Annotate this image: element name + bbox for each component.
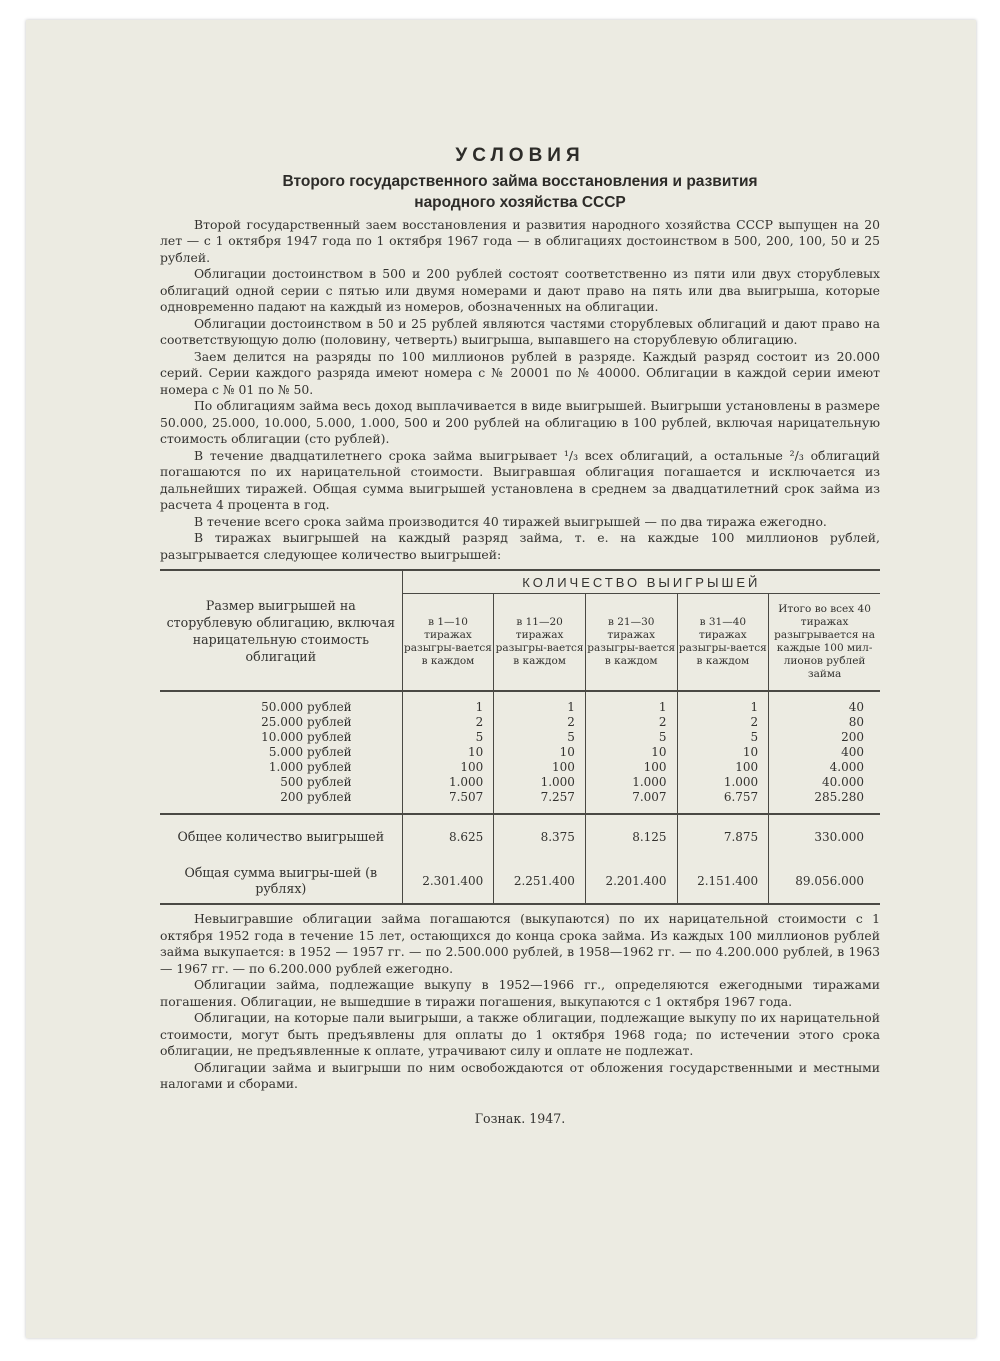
total-cell: 330.000 [814,829,864,844]
table-row [160,775,880,790]
total-cell: 4.000 [829,760,864,774]
document-title: УСЛОВИЯ [455,145,585,166]
prize-size: 5.000 рублей [160,745,402,760]
count-cell: 5 [585,730,677,745]
count-cell: 7.875 [677,814,769,859]
total-cell: 400 [841,745,864,759]
count-cell: 7.257 [494,790,586,814]
paragraph: Облигации достоинством в 50 и 25 рублей являются частями сторублевых облигаций и дают право на соответствующую долю (половину, четверть) выигрыша, выпавшего на сторублевую облигацию. [160,315,880,347]
paragraph: Облигации, на которые пали выигрыши, а также облигации, подлежащие выкупу по их нарицательной стоимости, могут быть предъявлены для оплаты до 1 октября 1968 года; по истечении этого срока облигации, не предъявленные к оплате, утрачивают силу и оплате не подлежат. [160,1010,880,1058]
total-cell: 80 [848,715,864,729]
count-cell: 10 [494,745,586,760]
table-row [160,691,880,715]
sum-cell: 2.301.400 [402,859,494,904]
document-sheet [26,20,976,1338]
count-cell: 1.000 [494,775,586,790]
prize-size: 50.000 рублей [160,691,402,715]
table-row [160,745,880,760]
prize-size: 1.000 рублей [160,760,402,775]
sum-cell: 2.151.400 [677,859,769,904]
size-column-header: Размер выигрышей на сторублевую облигацию, включая нарицательную стоимость облигаций [160,570,402,691]
draws-1-10-header: в 1—10 тиражах разыгры-вается в каждом [402,594,494,692]
subtitle-line-2: народного хозяйства СССР [414,193,626,211]
count-cell: 2 [585,715,677,730]
count-cell: 1 [585,691,677,715]
paragraph: Облигации займа и выигрыши по ним освобождаются от обложения государственными и местными налогами и сборами. [160,1059,880,1091]
subtitle-line-1: Второго государственного займа восстановления и развития [282,172,758,190]
count-cell: 2 [677,715,769,730]
document-content [160,145,880,1127]
count-cell: 1 [402,691,494,715]
prize-size: 25.000 рублей [160,715,402,730]
paragraph: Облигации достоинством в 500 и 200 рублей состоят соответственно из пяти или двух сторублевых облигаций одной серии с пятью или двумя номерами и дают право на пять или два выигрыша, которые одновременно падают на каждый из номеров, обозначенных на облигации. [160,266,880,314]
table-row [160,730,880,745]
count-cell: 2 [494,715,586,730]
total-cell: 89.056.000 [769,859,880,904]
paragraph: Заем делится на разряды по 100 миллионов рублей в разряде. Каждый разряд состоит из 20.000 серий. Серии каждого разряда имеют номера с № 20001 по № 40000. Облигации в каждой серии имеют номера с № 01 по № 50. [160,348,880,397]
total-cell: 40.000 [822,775,864,789]
printer-imprint: Гознак. 1947. [474,1110,566,1126]
draws-11-20-header: в 11—20 тиражах разыгры-вается в каждом [494,594,586,692]
count-cell: 7.507 [402,790,494,814]
closing-paragraphs [160,911,880,1093]
total-sum-row [160,859,880,904]
count-cell: 8.125 [585,814,677,859]
count-cell: 8.375 [494,814,586,859]
total-cell: 40 [848,700,864,714]
total-40-draws-header: Итого во всех 40 тиражах разыгрывается на каждые 100 мил-лионов рублей займа [769,594,880,692]
document-subtitle [160,171,880,213]
count-cell: 1 [494,691,586,715]
paragraph: Невыигравшие облигации займа погашаются (выкупаются) по их нарицательной стоимости с 1 октября 1952 года в течение 15 лет, остающихся до конца срока займа. Из каждых 100 миллионов рублей займа выкупается: в 1952 — 1957 гг. — по 2.500.000 рублей, в 1958—1962 гг. — по 4.200.000 рублей, в 1963 — 1967 гг. — по 6.200.000 рублей ежегодно. [160,911,880,976]
count-cell: 1.000 [585,775,677,790]
count-column-header: КОЛИЧЕСТВО ВЫИГРЫШЕЙ [402,570,880,594]
draws-21-30-header: в 21—30 тиражах разыгры-вается в каждом [585,594,677,692]
table-header-row [160,570,880,594]
count-cell: 10 [585,745,677,760]
prize-size: 10.000 рублей [160,730,402,745]
total-cell: 285.280 [769,790,880,814]
paragraph: В течение всего срока займа производится 40 тиражей выигрышей — по два тиража ежегодно. [194,513,827,529]
count-cell: 100 [585,760,677,775]
winnings-table [160,569,880,905]
prize-size: 200 рублей [160,790,402,814]
sum-cell: 2.251.400 [494,859,586,904]
total-cell: 200 [841,730,864,744]
paragraph: По облигациям займа весь доход выплачивается в виде выигрышей. Выигрыши установлены в размере 50.000, 25.000, 10.000, 5.000, 1.000, 500 и 200 рублей на облигацию в 100 рублей, включая нарицательную стоимость облигации (сто рублей). [160,398,880,446]
paragraph: В течение двадцатилетнего срока займа выигрывает ¹/₃ всех облигаций, а остальные ²/₃ облигаций погашаются по их нарицательной стоимости. Выигравшая облигация погашается и исключается из дальнейших тиражей. Общая сумма выигрышей установлена в среднем за двадцатилетний срок займа из расчета 4 процента в год. [160,447,880,512]
count-cell: 5 [494,730,586,745]
count-cell: 7.007 [585,790,677,814]
paragraph: В тиражах выигрышей на каждый разряд займа, т. е. на каждые 100 миллионов рублей, разыгрывается следующее количество выигрышей: [160,530,880,562]
count-cell: 1 [677,691,769,715]
count-cell: 100 [677,760,769,775]
count-cell: 5 [677,730,769,745]
draws-31-40-header: в 31—40 тиражах разыгры-вается в каждом [677,594,769,692]
count-cell: 8.625 [402,814,494,859]
total-count-label: Общее количество выигрышей [160,814,402,859]
sum-cell: 2.201.400 [585,859,677,904]
count-cell: 1.000 [402,775,494,790]
table-row [160,715,880,730]
total-sum-label: Общая сумма выигры-шей (в рублях) [160,859,402,904]
paragraph: Облигации займа, подлежащие выкупу в 1952—1966 гг., определяются ежегодными тиражами погашения. Облигации, не вышедшие в тиражи погашения, выкупаются с 1 октября 1967 года. [160,977,880,1009]
count-cell: 2 [402,715,494,730]
count-cell: 10 [402,745,494,760]
count-cell: 100 [494,760,586,775]
count-cell: 5 [402,730,494,745]
count-cell: 100 [402,760,494,775]
table-row [160,790,880,814]
total-count-row [160,814,880,859]
count-cell: 10 [677,745,769,760]
table-row [160,760,880,775]
prize-size: 500 рублей [160,775,402,790]
count-cell: 1.000 [677,775,769,790]
paragraph: Второй государственный заем восстановления и развития народного хозяйства СССР выпущен на 20 лет — с 1 октября 1947 года по 1 октября 1967 года — в облигациях достоинством в 500, 200, 100, 50 и 25 рублей. [160,216,880,265]
count-cell: 6.757 [677,790,769,814]
